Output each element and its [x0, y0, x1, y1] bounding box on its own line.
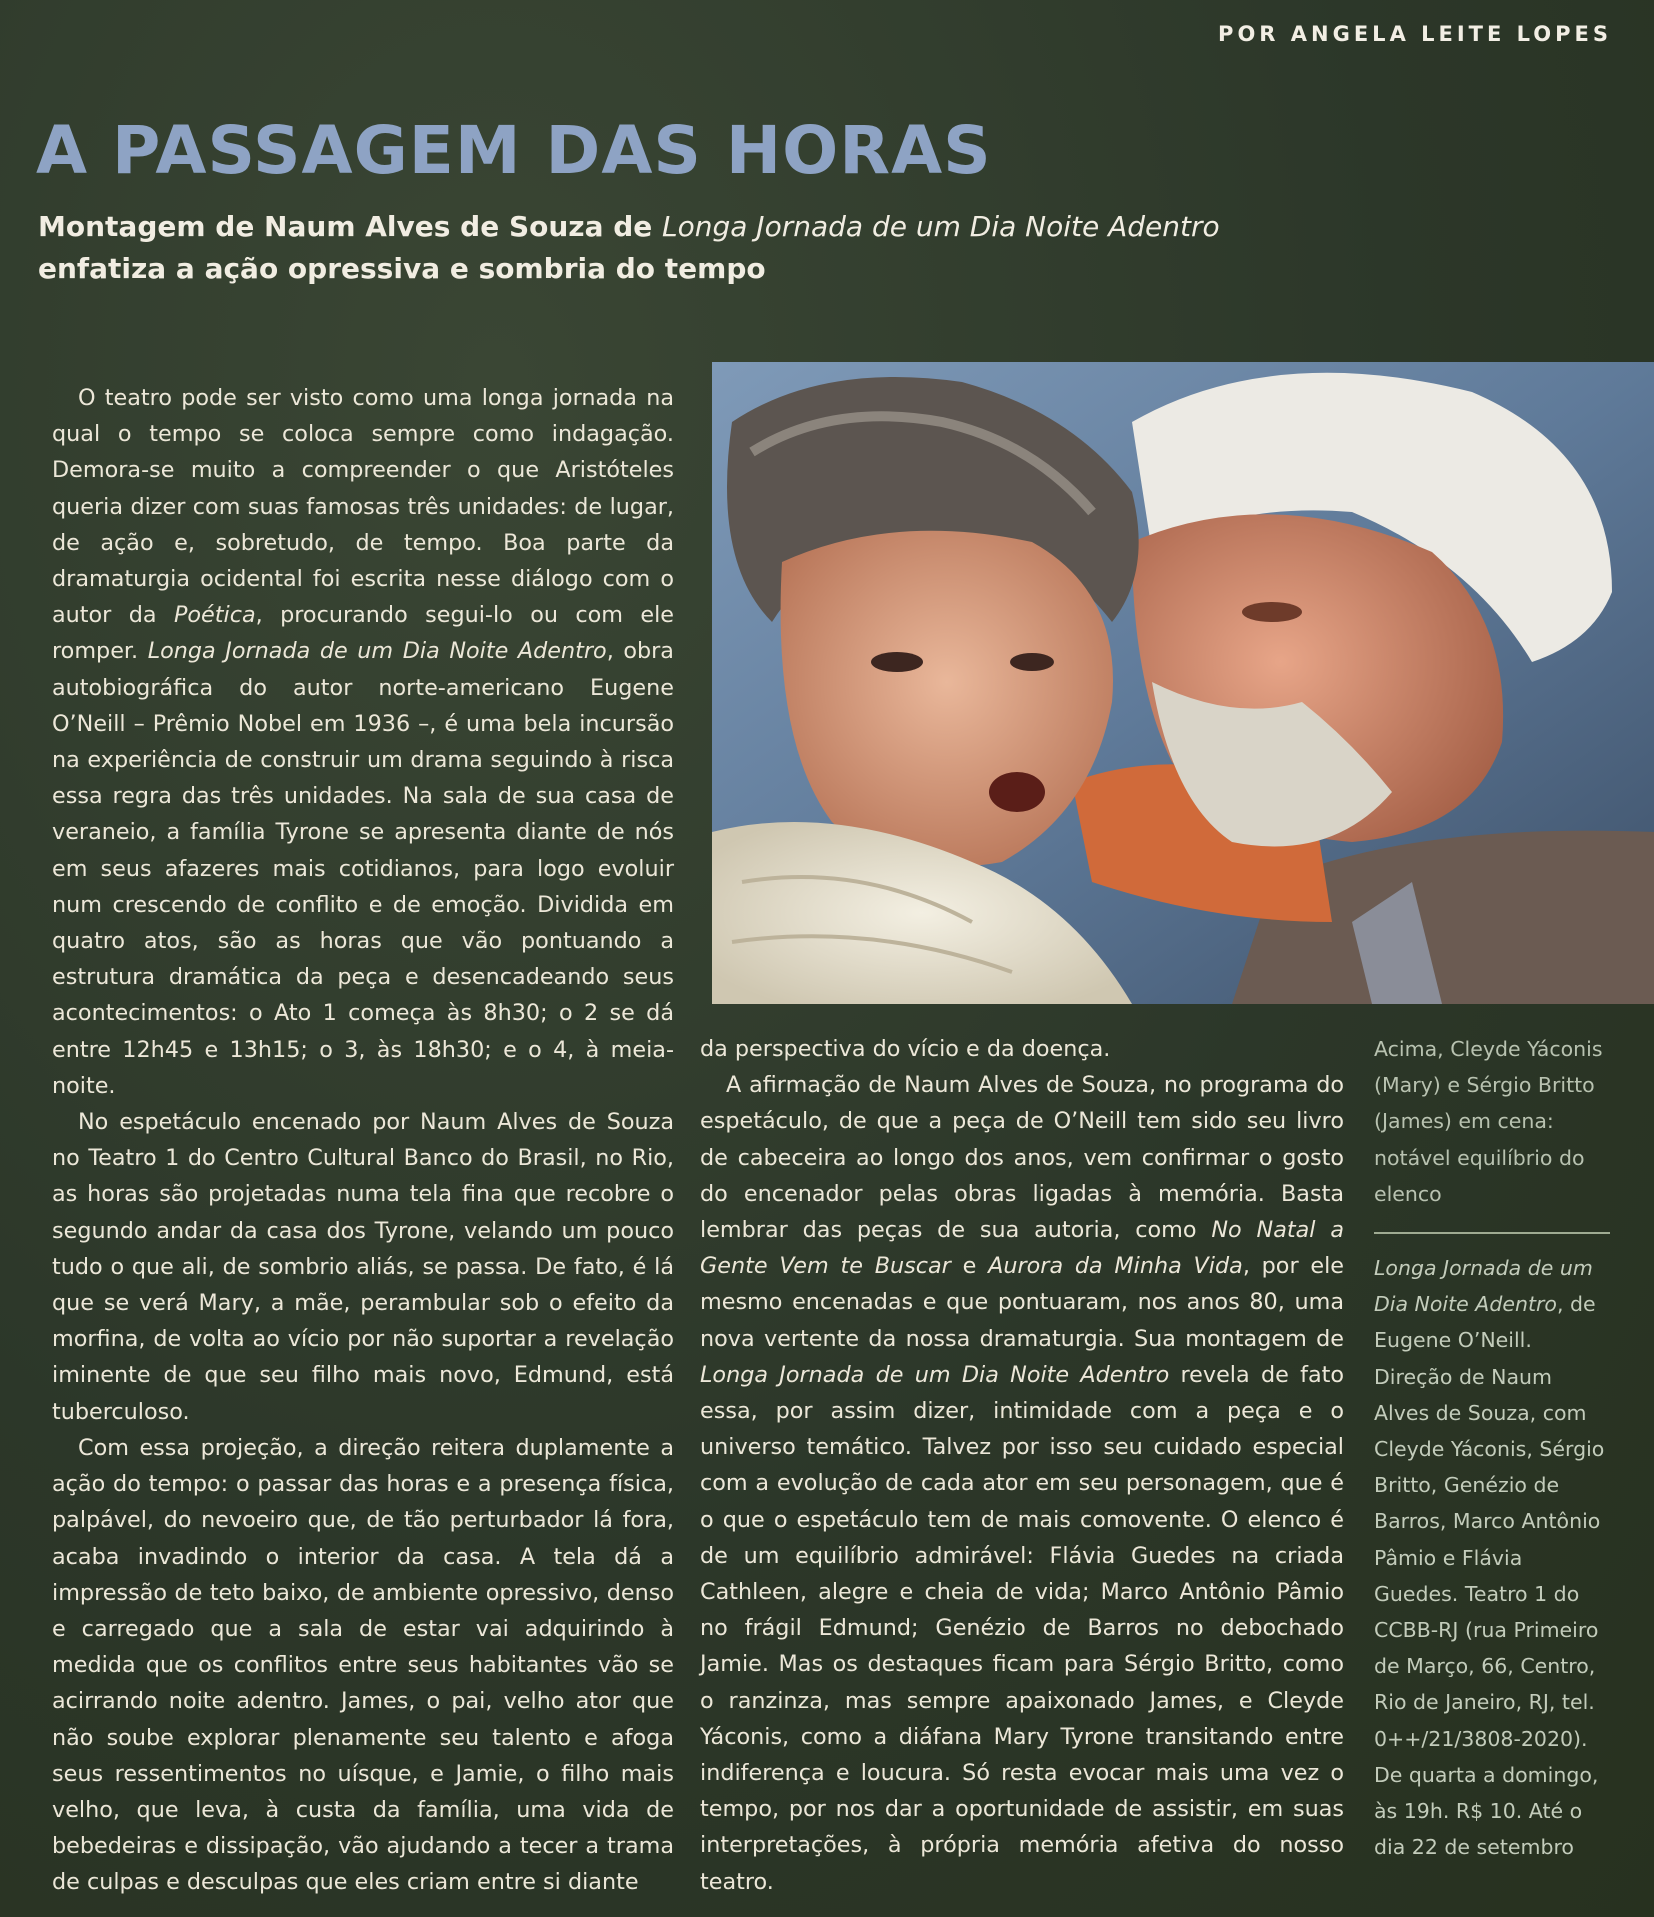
- article-paragraph-3: Com essa projeção, a direção reitera duplamente a ação do tempo: o passar das horas e a presença física, palpável, do nevoeiro que, de tão perturbador lá fora, acaba invadindo o interior da casa. A tela dá a impressão de teto baixo, de ambiente opressivo, denso e carregado que a sala de estar vai adquirindo à medida que os conflitos entre seus habitantes vão se acirrando noite adentro. James, o pai, velho ator que não soube explorar plenamente seu talento e afoga seus ressentimentos no uísque, e Jamie, o filho mais velho, que leva, à custa da família, uma vida de bebedeiras e dissipação, vão ajudando a tecer a trama de culpas e desculpas que eles criam entre si diante: [52, 1434, 674, 1896]
- article-paragraph-2: No espetáculo encenado por Naum Alves de Souza no Teatro 1 do Centro Cultural Banco do Brasil, no Rio, as horas são projetadas numa tela fina que recobre o segundo andar da casa dos Tyrone, velando um pouco tudo o que ali, de sombrio aliás, se passa. De fato, é lá que se verá Mary, a mãe, perambular sob o efeito da morfina, de volta ao vício por não suportar a revelação iminente de que seu filho mais novo, Edmund, está tuberculoso.: [52, 1109, 674, 1425]
- subtitle-play-title: Longa Jornada de um Dia Noite Adentro: [662, 210, 1220, 243]
- info-details: , de Eugene O’Neill. Direção de Naum Alves de Souza, com Cleyde Yáconis, Sérgio Britto, Genézio de Barros, Marco Antônio Pâmio e Flávia Guedes. Teatro 1 do CCBB-RJ (rua Primeiro de Março, 66, Centro, Rio de Janeiro, RJ, tel. 0++/21/3808-2020). De quarta a domingo, às 19h. R$ 10. Até o dia 22 de setembro: [1374, 1292, 1605, 1860]
- article-title: A PASSAGEM DAS HORAS: [36, 112, 992, 189]
- caption-divider: [1374, 1232, 1610, 1234]
- subtitle-part-1: Montagem de Naum Alves de Souza de: [38, 210, 662, 243]
- subtitle-part-2: enfatiza a ação opressiva e sombria do tempo: [38, 252, 766, 285]
- photo-caption: Acima, Cleyde Yáconis (Mary) e Sérgio Britto (James) em cena: notável equilíbrio do elenco: [1374, 1037, 1603, 1206]
- article-column-2: [700, 1031, 1344, 1900]
- stage-photo: [712, 362, 1654, 1004]
- byline: POR ANGELA LEITE LOPES: [1218, 22, 1612, 46]
- play-info-box: [1374, 1250, 1610, 1865]
- article-paragraph-1: O teatro pode ser visto como uma longa jornada na qual o tempo se coloca sempre como indagação. Demora-se muito a compreender o que Aristóteles queria dizer com suas famosas três unidades: de lugar, de ação e, sobretudo, de tempo. Boa parte da dramaturgia ocidental foi escrita nesse diálogo com o autor da Poética, procurando segui-lo ou com ele romper. Longa Jornada de um Dia Noite Adentro, obra autobiográfica do autor norte-americano Eugene O’Neill – Prêmio Nobel em 1936 –, é uma bela incursão na experiência de construir um drama seguindo à risca essa regra das três unidades. Na sala de sua casa de veraneio, a família Tyrone se apresenta diante de nós em seus afazeres mais cotidianos, para logo evoluir num crescendo de conflito e de emoção. Dividida em quatro atos, são as horas que vão pontuando a estrutura dramática da peça e desencadeando seus acontecimentos: o Ato 1 começa às 8h30; o 2 se dá entre 12h45 e 13h15; o 3, às 18h30; e o 4, à meia-noite.: [52, 385, 674, 1099]
- stage-photo-illustration: [712, 362, 1654, 1004]
- article-paragraph-4: A afirmação de Naum Alves de Souza, no programa do espetáculo, de que a peça de O’Neill tem sido seu livro de cabeceira ao longo dos anos, vem confirmar o gosto do encenador pelas obras ligadas à memória. Basta lembrar das peças de sua autoria, como No Natal a Gente Vem te Buscar e Aurora da Minha Vida, por ele mesmo encenadas e que pontuaram, nos anos 80, uma nova vertente da nossa dramaturgia. Sua montagem de Longa Jornada de um Dia Noite Adentro revela de fato essa, por assim dizer, intimidade com a peça e o universo temático. Talvez por isso seu cuidado especial com a evolução de cada ator em seu personagem, que é o que o espetáculo tem de mais comovente. O elenco é de um equilíbrio admirável: Flávia Guedes na criada Cathleen, alegre e cheia de vida; Marco Antônio Pâmio no frágil Edmund; Genézio de Barros no debochado Jamie. Mas os destaques ficam para Sérgio Britto, como o ranzinza, mas sempre apaixonado James, e Cleyde Yáconis, como a diáfana Mary Tyrone transitando entre indiferença e loucura. Só resta evocar mais uma vez o tempo, por nos dar a oportunidade de assistir, em suas interpretações, à própria memória afetiva do nosso teatro.: [700, 1072, 1345, 1895]
- article-paragraph-3-continued: da perspectiva do vício e da doença.: [700, 1036, 1111, 1062]
- article-subtitle: [38, 206, 1338, 290]
- article-column-1: [52, 380, 674, 1901]
- info-play-title: Longa Jornada de um Dia Noite Adentro: [1374, 1256, 1593, 1317]
